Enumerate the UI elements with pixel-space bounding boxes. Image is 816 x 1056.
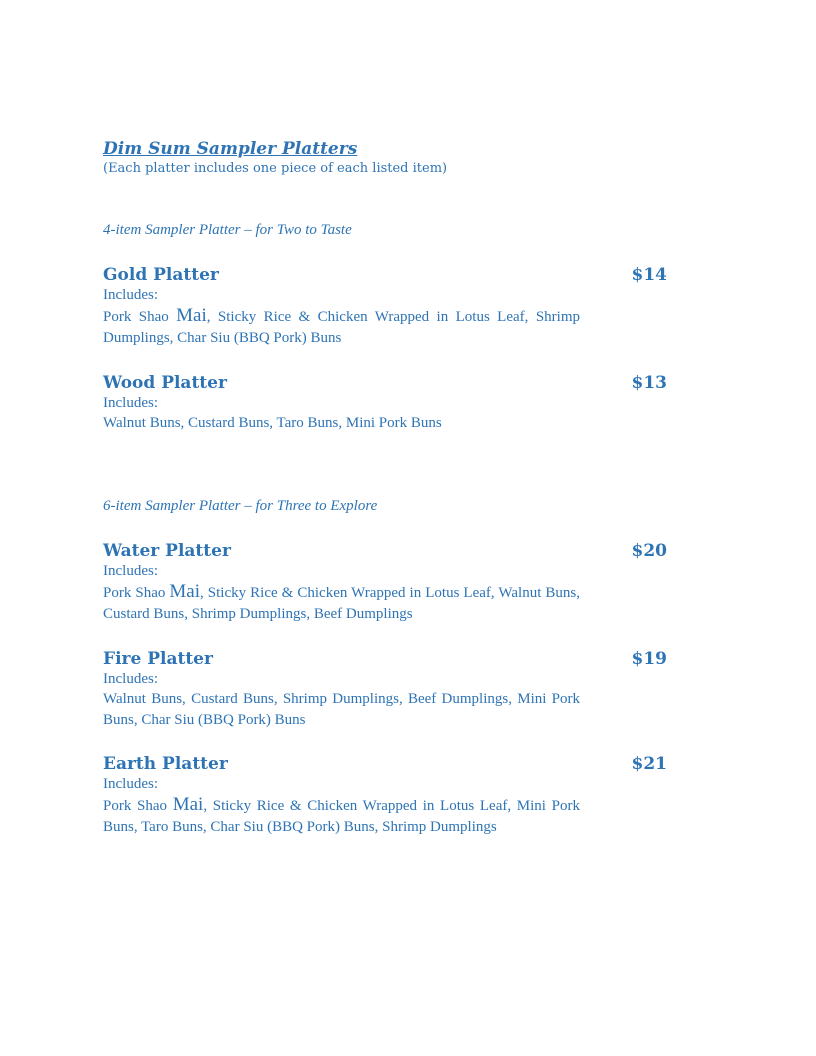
platter-name: Fire Platter [103, 649, 213, 669]
includes-label: Includes: [103, 776, 158, 792]
platter-price: $13 [631, 373, 667, 393]
platter-name: Water Platter [103, 541, 231, 561]
platter-items: Pork Shao Mai, Sticky Rice & Chicken Wrapped in Lotus Leaf, Shrimp Dumplings, Char Siu (BBQ Pork) Buns [103, 305, 580, 346]
platter-items: Pork Shao Mai, Sticky Rice & Chicken Wrapped in Lotus Leaf, Walnut Buns, Custard Buns, Shrimp Dumplings, Beef Dumplings [103, 581, 580, 622]
includes-label: Includes: [103, 395, 158, 411]
platter-gold [103, 264, 673, 349]
platter-price: $21 [631, 754, 667, 774]
platter-price: $20 [631, 541, 667, 561]
group-heading-4-item: 4-item Sampler Platter – for Two to Taste [103, 222, 352, 238]
platter-name: Wood Platter [103, 373, 227, 393]
platter-price: $19 [631, 649, 667, 669]
group-heading-6-item: 6-item Sampler Platter – for Three to Explore [103, 498, 378, 514]
page-subtitle: (Each platter includes one piece of each listed item) [103, 161, 448, 176]
platter-water [103, 540, 673, 625]
menu-header [103, 138, 673, 177]
platter-wood [103, 372, 673, 434]
includes-label: Includes: [103, 287, 158, 303]
page-title: Dim Sum Sampler Platters [103, 139, 358, 159]
platter-earth [103, 753, 673, 838]
includes-label: Includes: [103, 563, 158, 579]
platter-price: $14 [631, 265, 667, 285]
platter-name: Earth Platter [103, 754, 228, 774]
platter-items: Walnut Buns, Custard Buns, Shrimp Dumplings, Beef Dumplings, Mini Pork Buns, Char Siu (BBQ Pork) Buns [103, 691, 580, 728]
platter-items: Pork Shao Mai, Sticky Rice & Chicken Wrapped in Lotus Leaf, Mini Pork Buns, Taro Buns, Char Siu (BBQ Pork) Buns, Shrimp Dumplings [103, 794, 580, 835]
platter-fire [103, 648, 673, 731]
includes-label: Includes: [103, 671, 158, 687]
platter-name: Gold Platter [103, 265, 219, 285]
platter-items: Walnut Buns, Custard Buns, Taro Buns, Mini Pork Buns [103, 415, 442, 431]
